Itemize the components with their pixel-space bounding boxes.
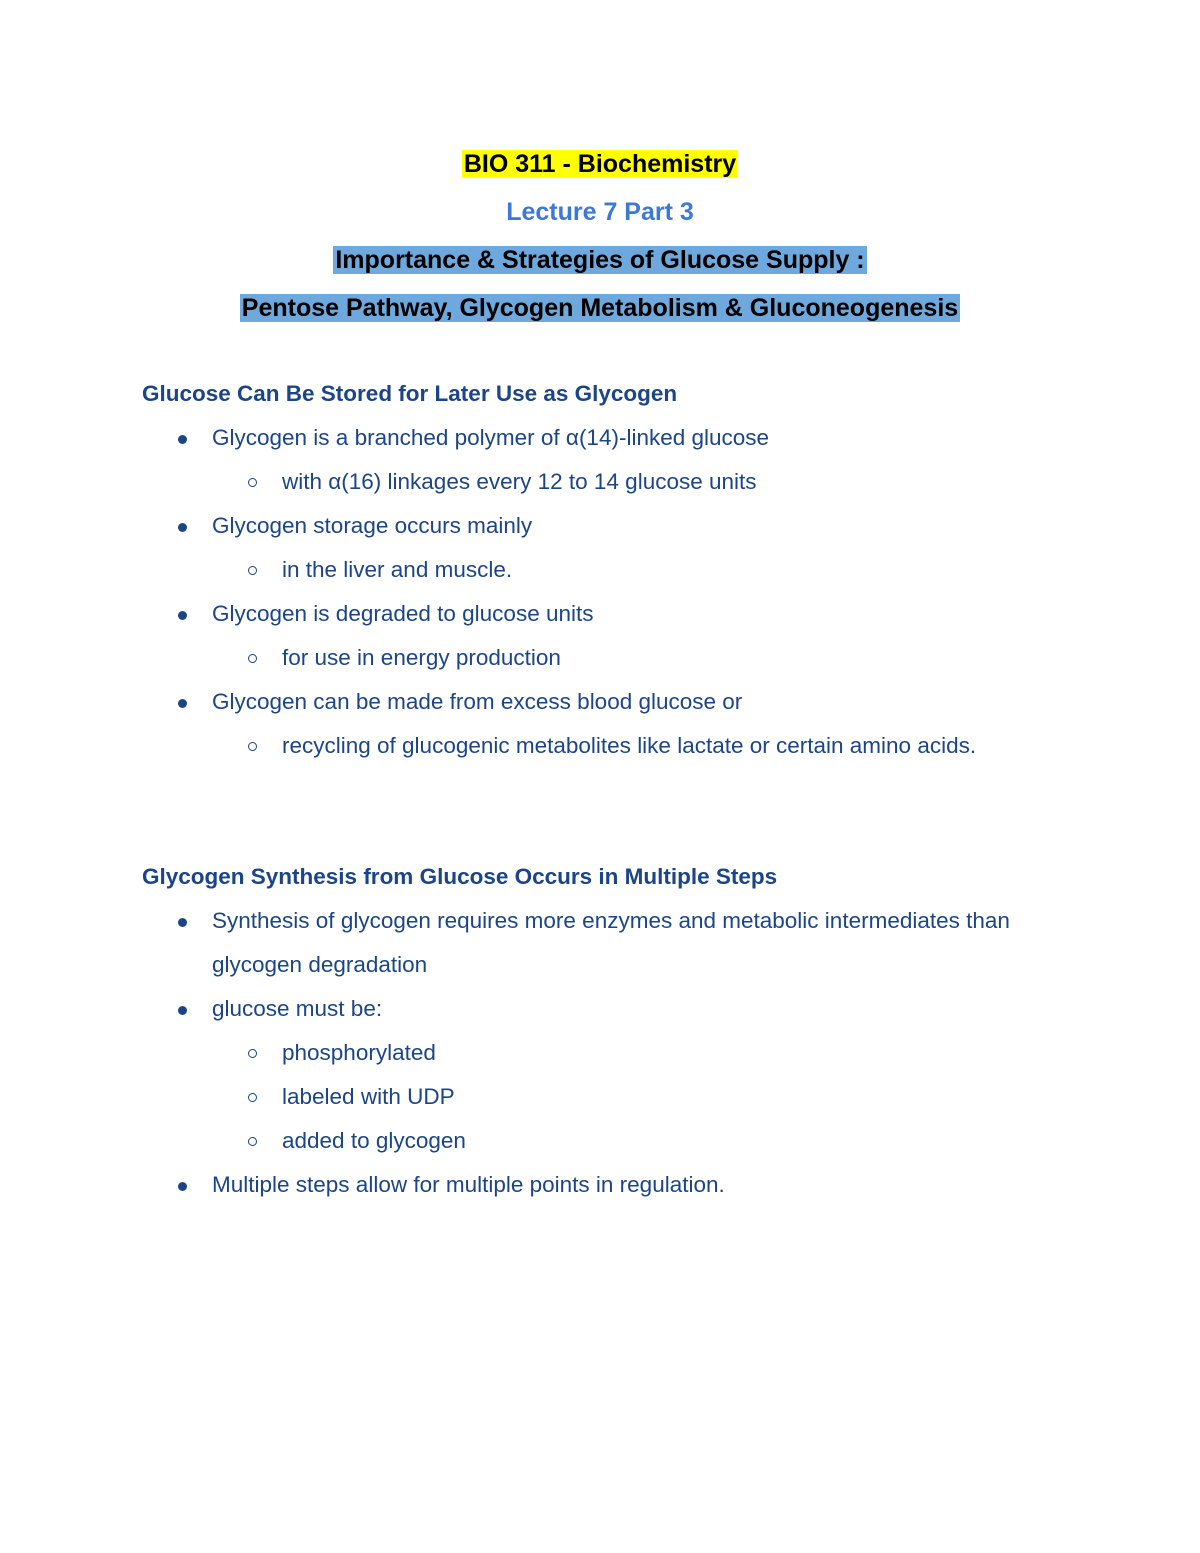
section-heading: Glycogen Synthesis from Glucose Occurs in Multiple Steps [142, 864, 778, 889]
sub-list-item [142, 1119, 1092, 1163]
list-item [142, 592, 1092, 636]
sub-list-item [142, 724, 1092, 768]
hollow-bullet-icon [248, 724, 257, 768]
bullet-icon [178, 899, 187, 943]
bullet-icon [178, 1163, 187, 1207]
bullet-list [142, 899, 1092, 1207]
sub-list-item [142, 636, 1092, 680]
course-title-line [0, 140, 1200, 188]
list-item-text: Synthesis of glycogen requires more enzymes and metabolic intermediates than glycogen degradation [212, 908, 1010, 977]
list-item-text: recycling of glucogenic metabolites like lactate or certain amino acids. [282, 733, 977, 758]
section-glycogen-storage [142, 372, 1092, 768]
bullet-icon [178, 680, 187, 724]
list-item-text: for use in energy production [282, 645, 561, 670]
bullet-icon [178, 987, 187, 1031]
list-item [142, 680, 1092, 724]
topic-title-1: Importance & Strategies of Glucose Supply : [335, 246, 865, 274]
hollow-bullet-icon [248, 636, 257, 680]
list-item [142, 1163, 1092, 1207]
lecture-title: Lecture 7 Part 3 [506, 198, 694, 226]
list-item-text: glucose must be: [212, 996, 383, 1021]
list-item-text: Glycogen can be made from excess blood glucose or [212, 689, 743, 714]
list-item [142, 416, 1092, 460]
sub-list-item [142, 1031, 1092, 1075]
hollow-bullet-icon [248, 548, 257, 592]
list-item-text: phosphorylated [282, 1040, 436, 1065]
list-item-text: added to glycogen [282, 1128, 466, 1153]
section-heading: Glucose Can Be Stored for Later Use as Glycogen [142, 381, 678, 406]
bullet-icon [178, 504, 187, 548]
list-item-text: Glycogen is degraded to glucose units [212, 601, 594, 626]
sub-list-item [142, 548, 1092, 592]
course-title: BIO 311 - Biochemistry [463, 150, 737, 178]
list-item [142, 504, 1092, 548]
bullet-icon [178, 416, 187, 460]
hollow-bullet-icon [248, 1031, 257, 1075]
list-item [142, 899, 1092, 987]
topic-line-1 [0, 236, 1200, 284]
list-item-text: Glycogen storage occurs mainly [212, 513, 533, 538]
hollow-bullet-icon [248, 1119, 257, 1163]
title-block [0, 140, 1200, 332]
list-item-text: labeled with UDP [282, 1084, 455, 1109]
list-item-text: Multiple steps allow for multiple points in regulation. [212, 1172, 725, 1197]
list-item-text: in the liver and muscle. [282, 557, 513, 582]
bullet-list [142, 416, 1092, 768]
topic-line-2 [0, 284, 1200, 332]
sub-list-item [142, 1075, 1092, 1119]
topic-title-2: Pentose Pathway, Glycogen Metabolism & Gluconeogenesis [241, 294, 959, 322]
sub-list-item [142, 460, 1092, 504]
bullet-icon [178, 592, 187, 636]
hollow-bullet-icon [248, 460, 257, 504]
list-item [142, 987, 1092, 1031]
list-item-text: Glycogen is a branched polymer of α(14)-linked glucose [212, 425, 770, 450]
list-item-text: with α(16) linkages every 12 to 14 glucose units [282, 469, 757, 494]
hollow-bullet-icon [248, 1075, 257, 1119]
section-glycogen-synthesis [142, 855, 1092, 1207]
